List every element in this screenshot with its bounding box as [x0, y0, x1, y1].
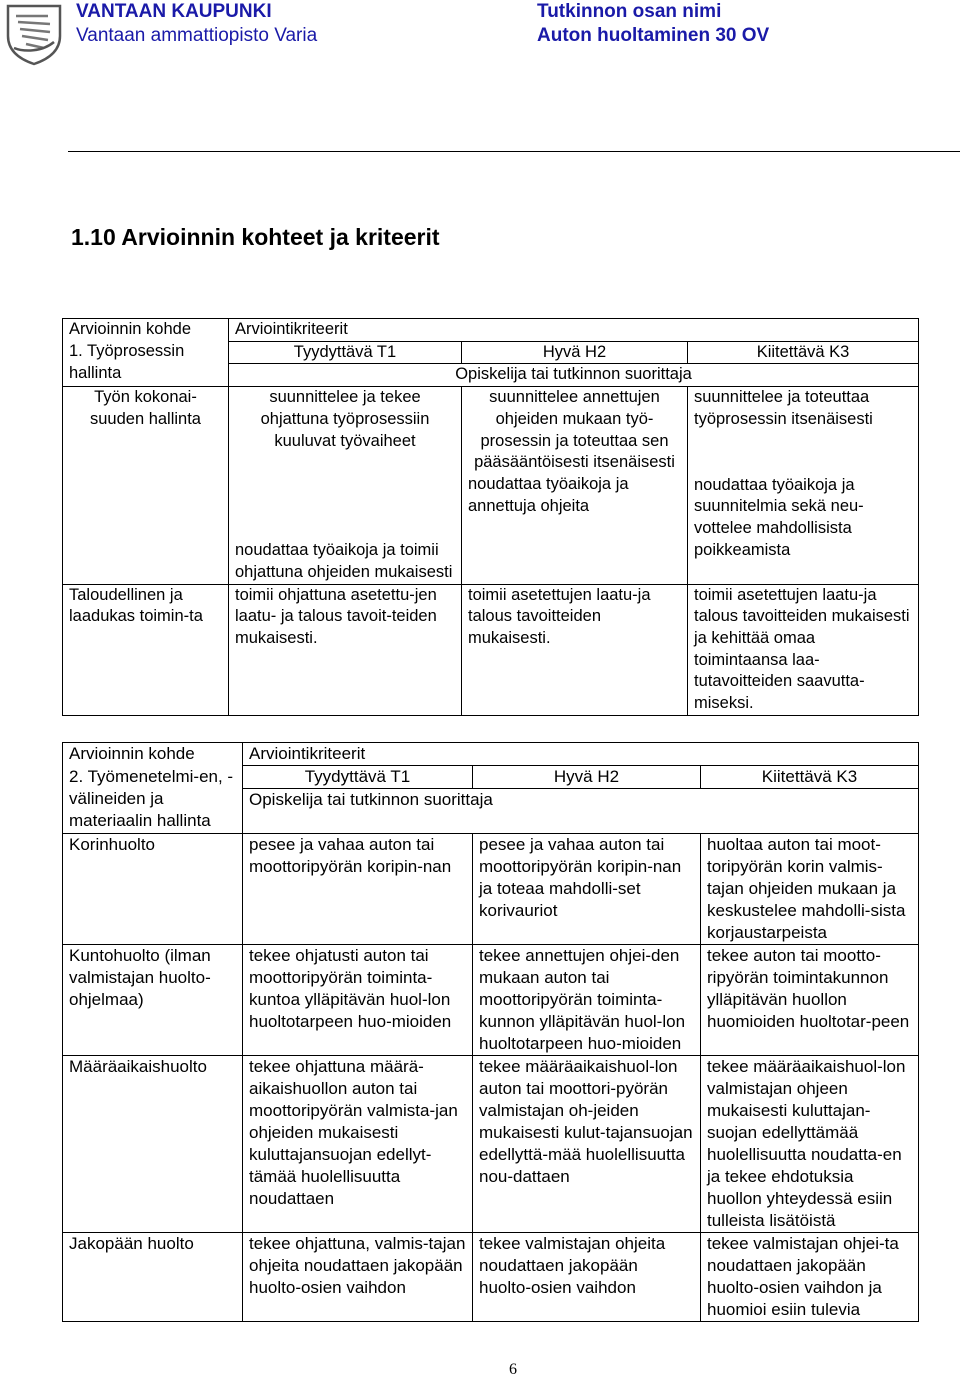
table-row	[63, 584, 919, 715]
level-t1: Tyydyttävä T1	[229, 341, 462, 364]
table-row	[63, 387, 919, 585]
col-header-kriteerit: Arviointikriteerit	[243, 743, 919, 766]
row-t1	[243, 1056, 473, 1233]
row-kohde-text: Korinhuolto	[69, 835, 156, 854]
row-h2	[473, 1233, 701, 1322]
row-k3	[701, 834, 919, 945]
level-h2: Hyvä H2	[473, 766, 701, 789]
t1b-text: noudattaa työaikoja ja toimii ohjattuna ohjeiden mukaisesti	[235, 541, 453, 581]
k3-text: suunnittelee ja toteuttaa työprosessin itsenäisesti	[694, 388, 873, 428]
row-h2	[473, 834, 701, 945]
row-kohde	[63, 834, 243, 945]
t1-text: pesee ja vahaa auton tai moottoripyörän koripin-nan	[249, 835, 452, 876]
row-kohde-text: Työn kokonai-suuden hallinta	[89, 388, 201, 428]
criteria-table-1	[62, 318, 919, 716]
h2b-text: noudattaa työaikoja ja annettuja ohjeita	[468, 474, 629, 515]
h2-text: tekee määräaikaishuol-lon auton tai moottori-pyörän valmistajan oh-jeiden mukaisesti kulut-tajansuojan edellyttä-mää huolellisuutta nou-dattaen	[479, 1057, 693, 1186]
row-h2	[473, 1056, 701, 1233]
page-number: 6	[509, 1361, 517, 1378]
t1-text: tekee ohjattuna määrä-aikaishuollon auton tai moottoripyörän valmista-jan ohjeiden mukaisesti kuluttajansuojan edellyt-tämää huolellisuutta noudattaen	[249, 1057, 458, 1208]
header-left	[76, 0, 317, 48]
row-h2	[473, 945, 701, 1056]
table-row	[63, 834, 919, 945]
table-row	[63, 1233, 919, 1322]
unit-label: Tutkinnon osan nimi	[537, 1, 722, 22]
row-kohde	[63, 1056, 243, 1233]
subject-cell: Opiskelija tai tutkinnon suorittaja	[243, 789, 919, 834]
t1-text: tekee ohjatusti auton tai moottoripyörän toiminta-kuntoa ylläpitävän huol-lon huoltotarpeen huo-mioiden	[249, 946, 452, 1031]
row-kohde-text: Kuntohuolto (ilman valmistajan huolto-ohjelmaa)	[69, 946, 211, 1009]
vantaa-crest-logo	[4, 2, 64, 66]
row-t1	[243, 1233, 473, 1322]
row-t1	[243, 834, 473, 945]
area-cell	[63, 766, 243, 834]
col-header-kohde: Arvioinnin kohde	[63, 743, 243, 766]
area-cell	[63, 341, 229, 386]
area-label: 1. Työprosessin hallinta	[69, 342, 185, 382]
school-name: Vantaan ammattiopisto Varia	[76, 25, 318, 46]
table-row	[63, 743, 919, 766]
col-header-kohde: Arvioinnin kohde	[63, 319, 229, 342]
t1-text: suunnittelee ja tekee ohjattuna työprosessiin kuuluvat työvaiheet	[260, 388, 430, 450]
level-k3: Kiitettävä K3	[688, 341, 919, 364]
org-name: VANTAAN KAUPUNKI	[76, 1, 272, 22]
row-t1	[229, 584, 462, 715]
table-row	[63, 341, 919, 364]
row-k3	[688, 584, 919, 715]
t1-text: tekee ohjattuna, valmis-tajan ohjeita noudattaen jakopään huolto-osien vaihdon	[249, 1234, 466, 1297]
level-k3: Kiitettävä K3	[701, 766, 919, 789]
row-kohde	[63, 387, 229, 585]
k3-text: huoltaa auton tai moot-toripyörän korin valmis-tajan ohjeiden mukaan ja keskustelee mahdolli-sista korjaustarpeista	[707, 835, 906, 942]
k3-text: tekee määräaikaishuol-lon valmistajan ohjeen mukaisesti kuluttajan-suojan edellyttämää huolellisuutta noudatta-en ja tekee ehdotuksia huollon yhteydessä esiin tulleista lisätöistä	[707, 1057, 906, 1230]
row-t1	[243, 945, 473, 1056]
k3b-text: noudattaa työaikoja ja suunnitelmia sekä neu-vottelee mahdollisista poikkeamista	[694, 475, 864, 559]
row-k3	[688, 387, 919, 585]
header-divider	[68, 151, 960, 152]
k3-text: toimii asetettujen laatu-ja talous tavoitteiden mukaisesti ja kehittää omaa toimintaansa laa-tutavoitteiden saavutta-miseksi.	[694, 585, 910, 713]
row-kohde-text: Taloudellinen ja laadukas toimin-ta	[69, 585, 203, 626]
table-row	[63, 766, 919, 789]
area-label: 2. Työmenetelmi-en, -välineiden ja materiaalin hallinta	[69, 766, 234, 830]
row-k3	[701, 1233, 919, 1322]
row-kohde-text: Määräaikaishuolto	[69, 1057, 207, 1076]
row-k3	[701, 1056, 919, 1233]
row-h2	[462, 387, 688, 585]
k3-text: tekee auton tai mootto-ripyörän toimintakunnon ylläpitävän huollon huomioiden huoltotar-peen	[707, 946, 910, 1031]
section-title: 1.10 Arvioinnin kohteet ja kriteerit	[71, 224, 440, 250]
t1-text: toimii ohjattuna asetettu-jen laatu- ja talous tavoit-teiden mukaisesti.	[235, 585, 437, 648]
row-kohde	[63, 584, 229, 715]
h2-text: toimii asetettujen laatu-ja talous tavoitteiden mukaisesti.	[468, 585, 651, 648]
h2-text: tekee annettujen ohjei-den mukaan auton tai moottoripyörän toiminta-kunnon ylläpitävän huol-lon huoltotarpeen huo-mioiden	[479, 946, 686, 1053]
row-kohde	[63, 945, 243, 1056]
h2-text: pesee ja vahaa auton tai moottoripyörän koripin-nan ja toteaa mahdolli-set korivauriot	[479, 835, 682, 920]
table-row	[63, 319, 919, 342]
criteria-table-2	[62, 742, 919, 1322]
row-h2	[462, 584, 688, 715]
table-row	[63, 945, 919, 1056]
level-h2: Hyvä H2	[462, 341, 688, 364]
row-kohde-text: Jakopään huolto	[69, 1234, 194, 1253]
row-k3	[701, 945, 919, 1056]
row-kohde	[63, 1233, 243, 1322]
unit-name: Auton huoltaminen 30 OV	[537, 25, 770, 46]
table-row	[63, 1056, 919, 1233]
subject-cell: Opiskelija tai tutkinnon suorittaja	[229, 364, 919, 387]
col-header-kriteerit: Arviointikriteerit	[229, 319, 919, 342]
h2-text: suunnittelee annettujen ohjeiden mukaan työ-prosessin ja toteuttaa sen pääsääntöisesti itsenäisesti	[474, 388, 675, 472]
h2-text: tekee valmistajan ohjeita noudattaen jakopään huolto-osien vaihdon	[479, 1234, 666, 1297]
header-right	[537, 0, 769, 48]
level-t1: Tyydyttävä T1	[243, 766, 473, 789]
row-t1	[229, 387, 462, 585]
k3-text: tekee valmistajan ohjei-ta noudattaen jakopään huolto-osien vaihdon ja huomioi esiin tulevia	[707, 1234, 899, 1319]
